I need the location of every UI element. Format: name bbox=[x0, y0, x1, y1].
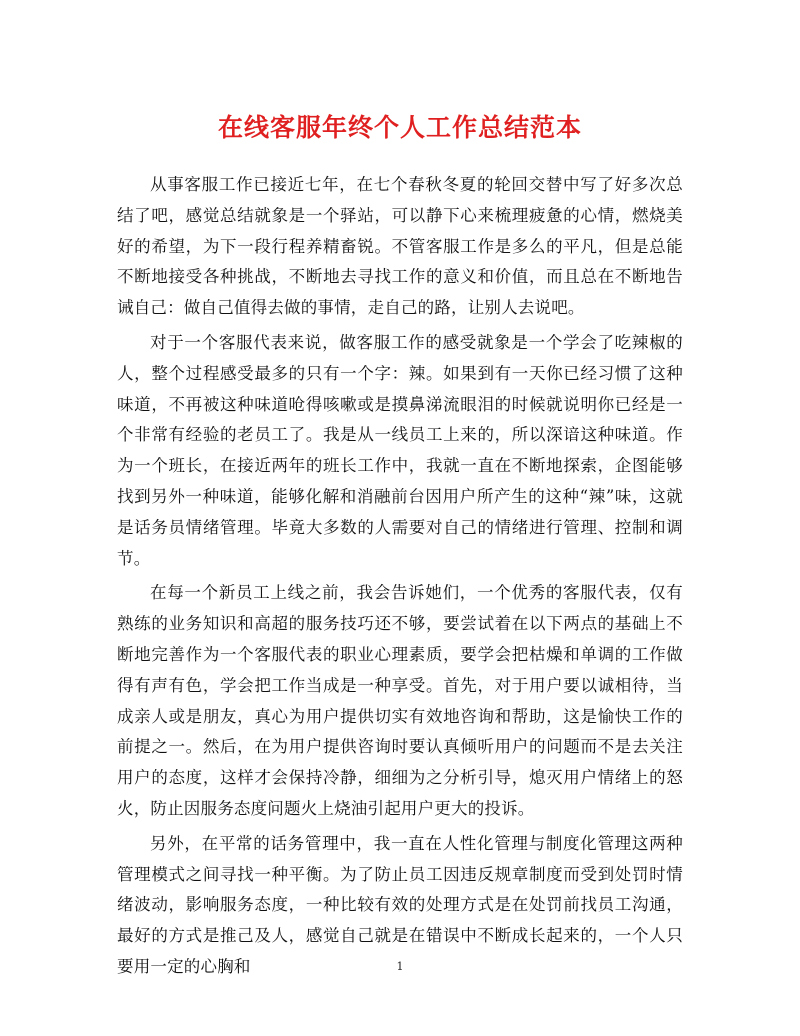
paragraph: 在每一个新员工上线之前，我会告诉她们，一个优秀的客服代表，仅有熟练的业务知识和高超的服务技巧还不够，要尝试着在以下两点的基础上不断地完善作为一个客服代表的职业心理素质，要学会把枯燥和单调的工作做得有声有色，学会把工作当成是一种享受。首先，对于用户要以诚相待，当成亲人或是朋友，真心为用户提供切实有效地咨询和帮助，这是愉快工作的前提之一。然后，在为用户提供咨询时要认真倾听用户的问题而不是去关注用户的态度，这样才会保持冷静，细细为之分析引导，熄灭用户情绪上的怒火，防止因服务态度问题火上烧油引起用户更大的投诉。 bbox=[117, 583, 683, 818]
page-number: 1 bbox=[396, 960, 404, 973]
paragraph: 另外，在平常的话务管理中，我一直在人性化管理与制度化管理这两种管理模式之间寻找一种平衡。为了防止员工因违反规章制度而受到处罚时情绪波动，影响服务态度，一种比较有效的处理方式是在处罚前找员工沟通，最好的方式是推己及人，感觉自己就是在错误中不断成长起来的，一个人只要用一定的心胸和 bbox=[117, 833, 683, 976]
document-title: 在线客服年终个人工作总结范本 bbox=[217, 113, 582, 142]
document-body bbox=[117, 170, 683, 987]
paragraph: 从事客服工作已接近七年，在七个春秋冬夏的轮回交替中写了好多次总结了吧，感觉总结就象是一个驿站，可以静下心来梳理疲惫的心情，燃烧美好的希望，为下一段行程养精畜锐。不管客服工作是多么的平凡，但是总能不断地接受各种挑战，不断地去寻找工作的意义和价值，而且总在不断地告诫自己：做自己值得去做的事情，走自己的路，让别人去说吧。 bbox=[117, 175, 683, 318]
paragraph: 对于一个客服代表来说，做客服工作的感受就象是一个学会了吃辣椒的人，整个过程感受最多的只有一个字：辣。如果到有一天你已经习惯了这种味道，不再被这种味道呛得咳嗽或是摸鼻涕流眼泪的时候就说明你已经是一个非常有经验的老员工了。我是从一线员工上来的，所以深谙这种味道。作为一个班长，在接近两年的班长工作中，我就一直在不断地探索，企图能够找到另外一种味道，能够化解和消融前台因用户所产生的这种“辣”味，这就是话务员情绪管理。毕竟大多数的人需要对自己的情绪进行管理、控制和调节。 bbox=[117, 332, 683, 568]
